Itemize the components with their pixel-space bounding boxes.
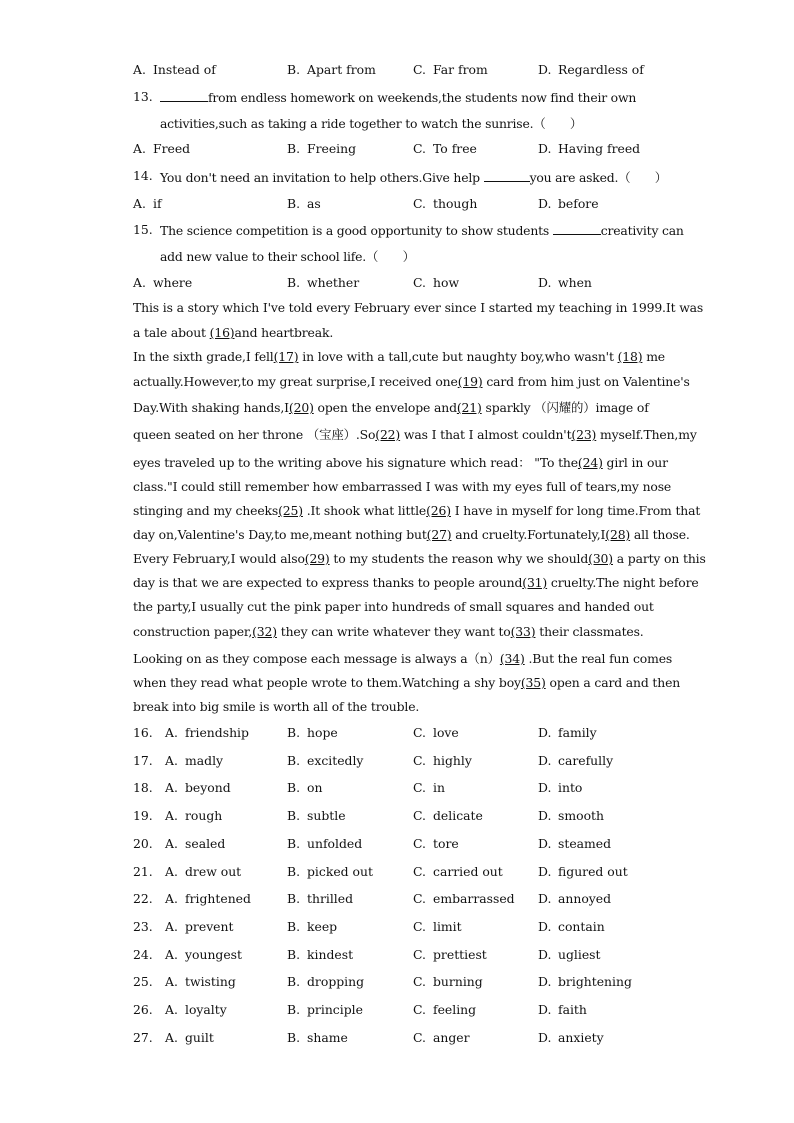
passage-line: actually.However,to my great surprise,I received one(19) card from him just on Valentine's (133, 374, 690, 389)
option-c: C. highly (413, 753, 472, 768)
blank-marker: (28) (605, 527, 631, 542)
question-stem: The science competition is a good opportunity to show students creativity can (160, 223, 684, 238)
option-c: C. anger (413, 1030, 470, 1045)
choice-number: 26. (133, 1002, 153, 1017)
option-c: C. how (413, 275, 460, 290)
option-a: A. if (133, 196, 162, 211)
question-stem-line2: activities,such as taking a ride together to watch the sunrise.（ ） (160, 116, 583, 131)
option-d: D. smooth (538, 808, 604, 823)
passage-line: when they read what people wrote to them.Watching a shy boy(35) open a card and then (133, 675, 681, 690)
option-d: D. annoyed (538, 891, 612, 906)
blank-marker: (22) (375, 427, 401, 442)
option-a: A. friendship (165, 725, 249, 740)
blank-marker: (20) (288, 400, 314, 415)
blank-marker: (35) (520, 675, 546, 690)
option-d: D. before (538, 196, 599, 211)
blank-marker: (31) (522, 575, 548, 590)
question-number: 14. (133, 168, 153, 183)
passage-line: the party,I usually cut the pink paper into hundreds of small squares and handed out (133, 599, 654, 614)
option-d: D. when (538, 275, 592, 290)
option-d: D. brightening (538, 974, 632, 989)
choice-number: 21. (133, 864, 153, 879)
option-b: B. Apart from (287, 62, 376, 77)
choice-number: 17. (133, 753, 153, 768)
option-b: B. excitedly (287, 753, 364, 768)
passage-line: day is that we are expected to express thanks to people around(31) cruelty.The night before (133, 575, 699, 590)
option-b: B. hope (287, 725, 338, 740)
option-c: C. carried out (413, 864, 503, 879)
option-a: A. beyond (165, 780, 231, 795)
option-d: D. faith (538, 1002, 587, 1017)
passage-line: stinging and my cheeks(25) .It shook what little(26) I have in myself for long time.From that (133, 503, 701, 518)
question-stem-line2: add new value to their school life.（ ） (160, 249, 415, 264)
blank-marker: (23) (571, 427, 597, 442)
option-b: B. thrilled (287, 891, 354, 906)
option-a: A. madly (165, 753, 224, 768)
choice-number: 18. (133, 780, 153, 795)
blank-marker: (21) (456, 400, 482, 415)
option-b: B. dropping (287, 974, 365, 989)
blank-marker: (17) (273, 349, 299, 364)
option-d: D. Having freed (538, 141, 641, 156)
option-d: D. carefully (538, 753, 614, 768)
question-number: 15. (133, 222, 153, 237)
option-d: D. steamed (538, 836, 612, 851)
blank-marker: (16) (209, 325, 235, 340)
answer-blank (160, 89, 208, 102)
passage-line: Looking on as they compose each message is always a（n）(34) .But the real fun comes (133, 651, 673, 666)
option-a: A. frightened (165, 891, 251, 906)
option-b: B. picked out (287, 864, 373, 879)
answer-blank (553, 222, 601, 235)
option-b: B. keep (287, 919, 338, 934)
question-number: 13. (133, 89, 153, 104)
option-c: C. feeling (413, 1002, 477, 1017)
option-c: C. prettiest (413, 947, 487, 962)
option-d: D. figured out (538, 864, 628, 879)
blank-marker: (25) (278, 503, 303, 518)
passage-line: a tale about (16)and heartbreak. (133, 325, 334, 340)
option-c: C. To free (413, 141, 477, 156)
question-stem: from endless homework on weekends,the students now find their own (160, 89, 636, 105)
blank-marker: (29) (304, 551, 330, 566)
choice-number: 24. (133, 947, 153, 962)
blank-marker: (34) (499, 651, 525, 666)
option-c: C. delicate (413, 808, 483, 823)
option-c: C. in (413, 780, 445, 795)
choice-number: 25. (133, 974, 153, 989)
option-d: D. family (538, 725, 597, 740)
option-c: C. embarrassed (413, 891, 515, 906)
option-a: A. rough (165, 808, 223, 823)
choice-number: 27. (133, 1030, 153, 1045)
option-a: A. drew out (165, 864, 242, 879)
option-b: B. Freeing (287, 141, 357, 156)
option-d: D. into (538, 780, 583, 795)
blank-marker: (33) (510, 624, 536, 639)
option-a: A. Instead of (133, 62, 216, 77)
choice-number: 19. (133, 808, 153, 823)
choice-number: 20. (133, 836, 153, 851)
option-b: B. principle (287, 1002, 363, 1017)
option-b: B. subtle (287, 808, 346, 823)
option-c: C. burning (413, 974, 483, 989)
option-d: D. Regardless of (538, 62, 644, 77)
option-d: D. contain (538, 919, 605, 934)
option-b: B. as (287, 196, 321, 211)
option-c: C. limit (413, 919, 462, 934)
passage-line: queen seated on her throne （宝座）.So(22) was I that I almost couldn't(23) myself.Then,my (133, 427, 697, 442)
option-a: A. guilt (165, 1030, 214, 1045)
choice-number: 23. (133, 919, 153, 934)
option-a: A. sealed (165, 836, 226, 851)
option-b: B. on (287, 780, 323, 795)
option-a: A. twisting (165, 974, 236, 989)
blank-marker: (19) (457, 374, 483, 389)
option-c: C. love (413, 725, 459, 740)
passage-line: break into big smile is worth all of the trouble. (133, 699, 420, 714)
choice-number: 16. (133, 725, 153, 740)
option-a: A. Freed (133, 141, 191, 156)
option-a: A. prevent (165, 919, 234, 934)
passage-line: Day.With shaking hands,I(20) open the envelope and(21) sparkly （闪耀的）image of (133, 400, 649, 415)
option-c: C. though (413, 196, 478, 211)
option-b: B. whether (287, 275, 360, 290)
blank-marker: (26) (426, 503, 451, 518)
passage-line: day on,Valentine's Day,to me,meant nothing but(27) and cruelty.Fortunately,I(28) all those. (133, 527, 690, 542)
blank-marker: (18) (617, 349, 643, 364)
passage-line: eyes traveled up to the writing above his signature which read： "To the(24) girl in our (133, 455, 668, 470)
passage-line: Every February,I would also(29) to my students the reason why we should(30) a party on this (133, 551, 706, 566)
option-d: D. anxiety (538, 1030, 604, 1045)
passage-line: class."I could still remember how embarrassed I was with my eyes full of tears,my nose (133, 479, 672, 494)
passage-line: In the sixth grade,I fell(17) in love with a tall,cute but naughty boy,who wasn't (18) me (133, 349, 665, 364)
option-a: A. youngest (165, 947, 243, 962)
option-a: A. loyalty (165, 1002, 227, 1017)
passage-line: This is a story which I've told every February ever since I started my teaching in 1999.It was (133, 300, 704, 315)
passage-line: construction paper,(32) they can write whatever they want to(33) their classmates. (133, 624, 644, 639)
option-c: C. tore (413, 836, 459, 851)
answer-blank (484, 169, 530, 182)
choice-number: 22. (133, 891, 153, 906)
question-stem: You don't need an invitation to help others.Give help you are asked.（ ） (160, 170, 667, 185)
blank-marker: (32) (252, 624, 277, 639)
blank-marker: (30) (588, 551, 613, 566)
option-c: C. Far from (413, 62, 488, 77)
option-b: B. unfolded (287, 836, 363, 851)
blank-marker: (27) (426, 527, 452, 542)
option-b: B. kindest (287, 947, 354, 962)
option-b: B. shame (287, 1030, 348, 1045)
option-a: A. where (133, 275, 193, 290)
blank-marker: (24) (577, 455, 603, 470)
option-d: D. ugliest (538, 947, 601, 962)
